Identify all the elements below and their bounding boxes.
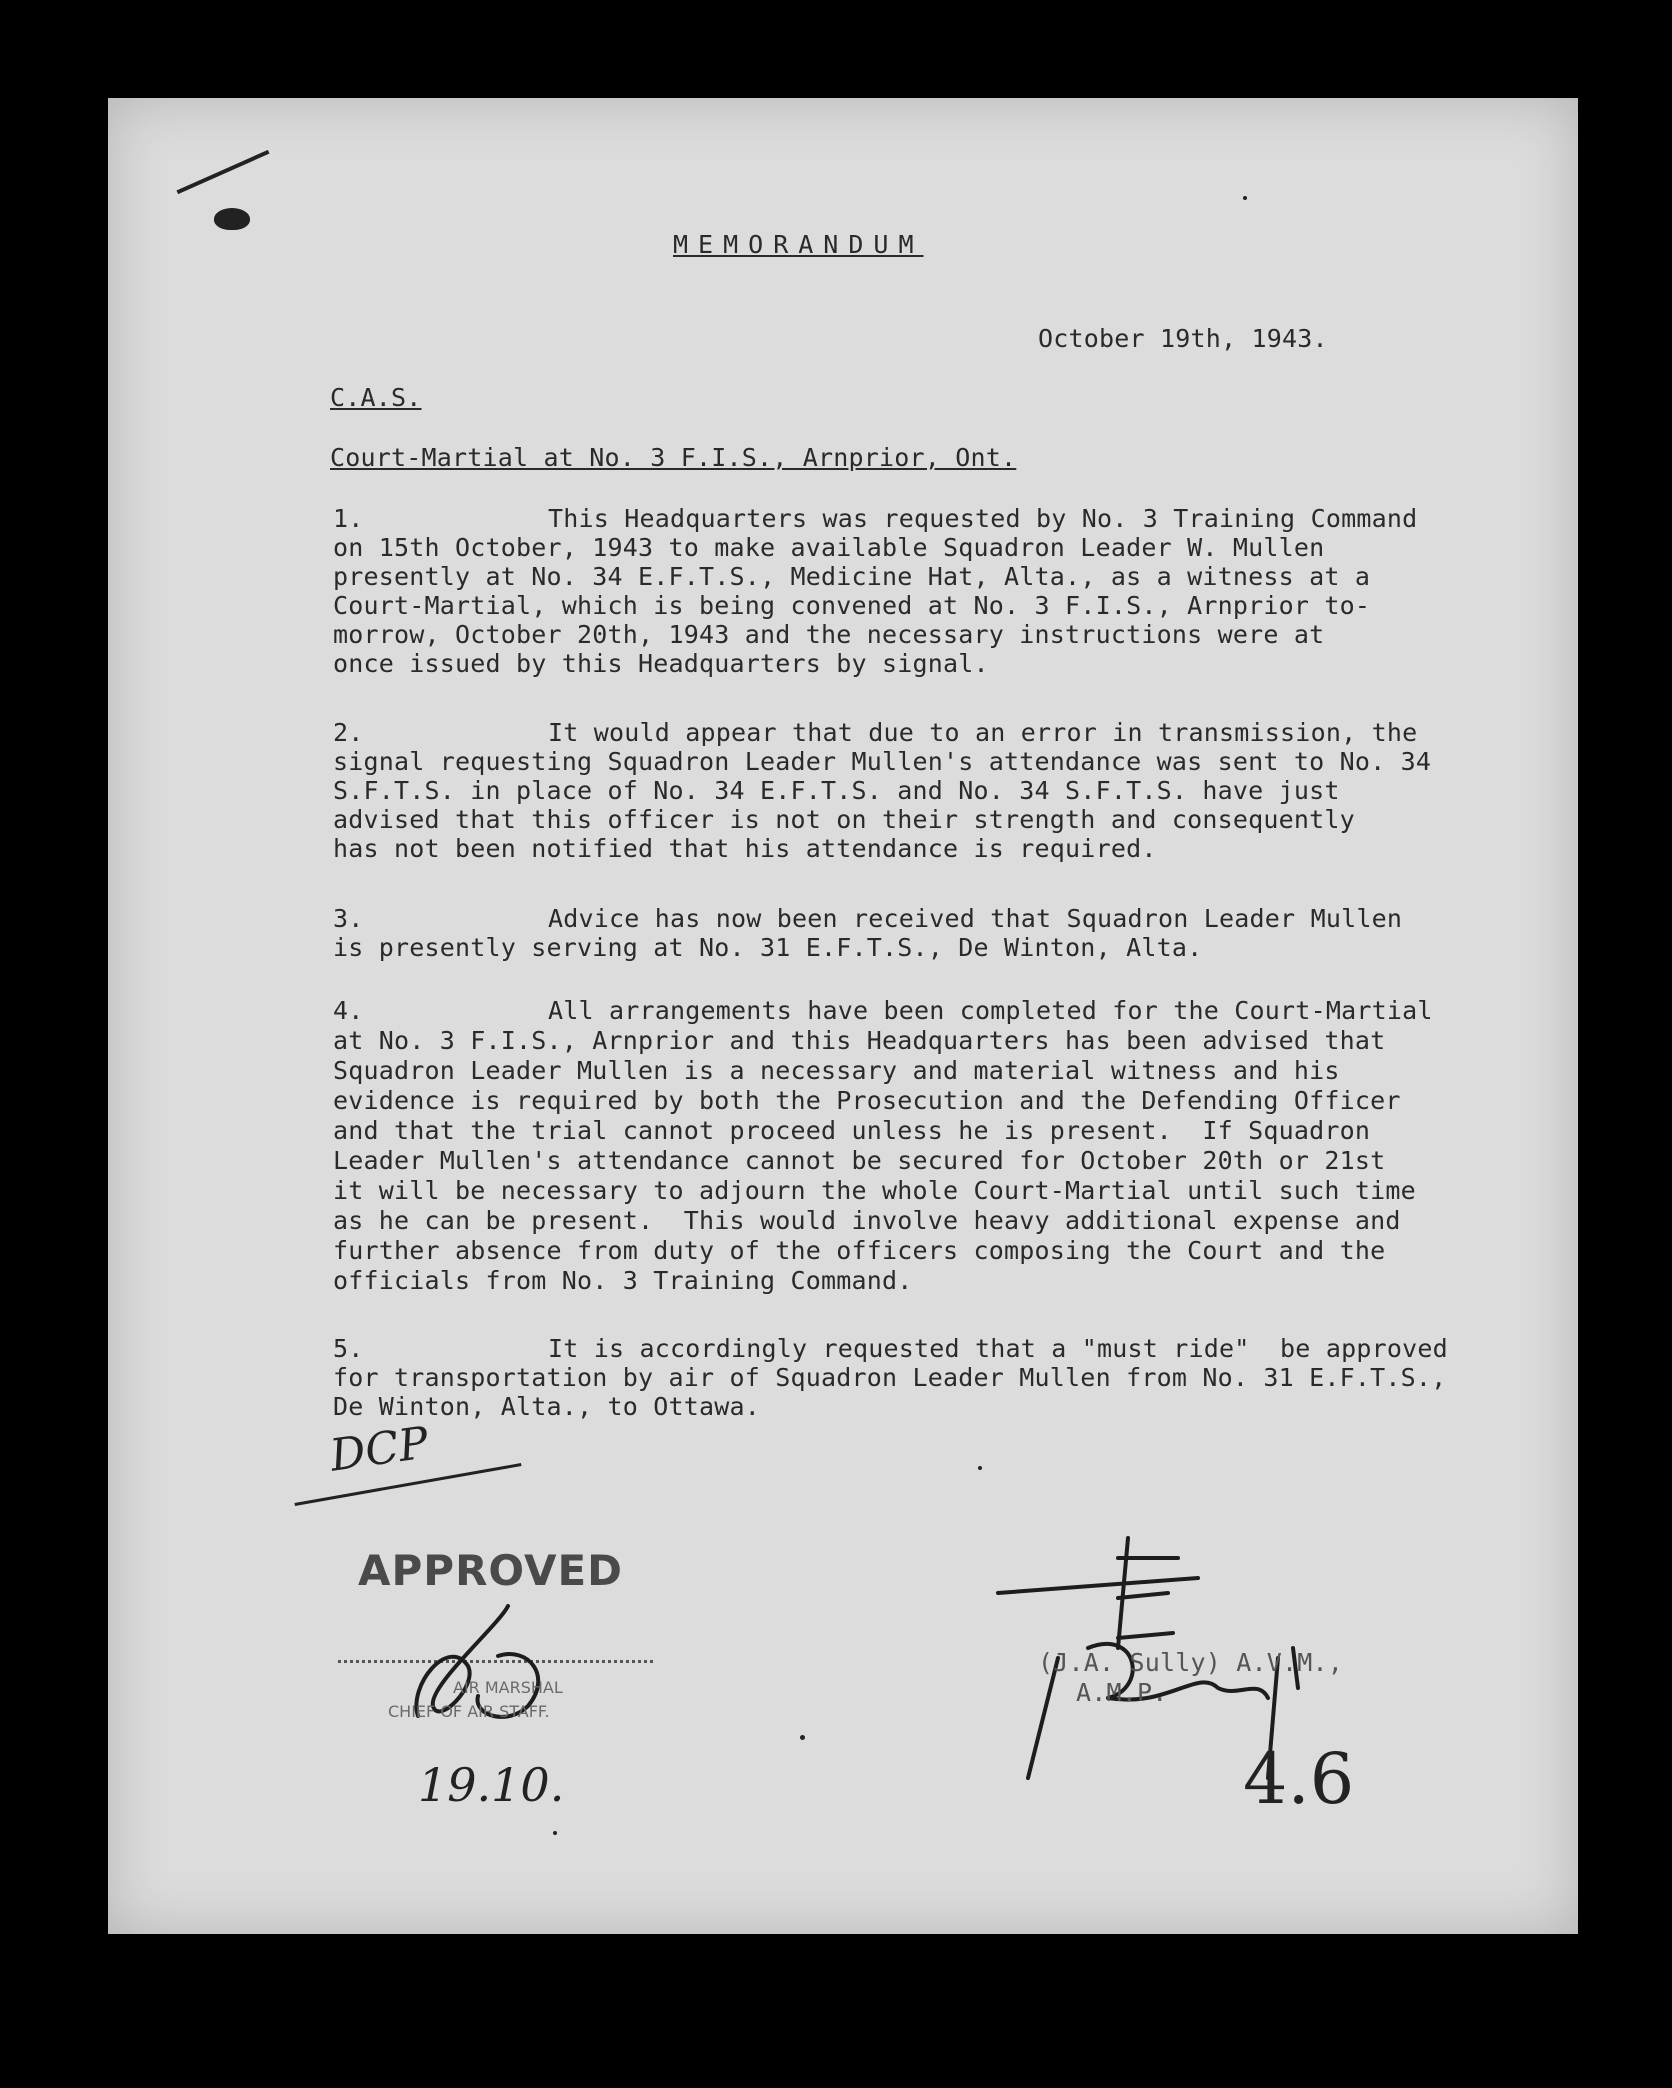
memo-recipient: C.A.S. — [330, 383, 422, 412]
paragraph-line: This Headquarters was requested by No. 3 Training Command — [548, 504, 1418, 533]
paragraph-line: It would appear that due to an error in transmission, the — [548, 718, 1418, 747]
paragraph-line: as he can be present. This would involve heavy additional expense and — [333, 1206, 1401, 1235]
approval-rank: AIR MARSHAL — [453, 1678, 563, 1697]
signatory-role: A.M.P. — [1076, 1678, 1168, 1707]
paragraph-line: signal requesting Squadron Leader Mullen's attendance was sent to No. 34 — [333, 747, 1432, 776]
memo-date: October 19th, 1943. — [1038, 324, 1328, 353]
memo-title: MEMORANDUM — [673, 230, 924, 259]
memo-subject: Court-Martial at No. 3 F.I.S., Arnprior, Ont. — [330, 443, 1017, 472]
corner-ink-blot — [214, 208, 250, 230]
paragraph-line: S.F.T.S. in place of No. 34 E.F.T.S. and No. 34 S.F.T.S. have just — [333, 776, 1340, 805]
paragraph-line: De Winton, Alta., to Ottawa. — [333, 1392, 761, 1421]
approval-title: CHIEF OF AIR STAFF. — [388, 1702, 550, 1721]
approval-date-note: 19.10. — [418, 1758, 565, 1812]
paragraph-line: further absence from duty of the officers composing the Court and the — [333, 1236, 1386, 1265]
paragraph-line: has not been notified that his attendance is required. — [333, 834, 1157, 863]
page-number-note: 4.6 — [1243, 1738, 1355, 1820]
paragraph-line: at No. 3 F.I.S., Arnprior and this Headquarters has been advised that — [333, 1026, 1386, 1055]
paragraph-line: Squadron Leader Mullen is a necessary and material witness and his — [333, 1056, 1340, 1085]
corner-pen-stroke — [177, 150, 270, 194]
paragraph-number: 2. — [333, 718, 364, 747]
paragraph-number: 4. — [333, 996, 364, 1025]
paragraph-number: 5. — [333, 1334, 364, 1363]
paragraph-line: evidence is required by both the Prosecution and the Defending Officer — [333, 1086, 1401, 1115]
paragraph-line: Leader Mullen's attendance cannot be secured for October 20th or 21st — [333, 1146, 1386, 1175]
paragraph-3 — [333, 904, 1533, 964]
memo-page — [108, 98, 1578, 1934]
paragraph-line: It is accordingly requested that a "must ride" be approved — [548, 1334, 1448, 1363]
paragraph-line: officials from No. 3 Training Command. — [333, 1266, 913, 1295]
paragraph-4 — [333, 996, 1573, 1296]
paper-speck — [553, 1831, 557, 1835]
approval-initials: DCP — [326, 1417, 432, 1482]
approved-stamp: APPROVED — [358, 1546, 624, 1595]
paragraph-5 — [333, 1334, 1573, 1434]
paragraph-line: advised that this officer is not on their strength and consequently — [333, 805, 1355, 834]
paper-speck — [1243, 196, 1247, 200]
paragraph-number: 1. — [333, 504, 364, 533]
paragraph-1 — [333, 504, 1533, 694]
paragraph-number: 3. — [333, 904, 364, 933]
paragraph-line: is presently serving at No. 31 E.F.T.S., De Winton, Alta. — [333, 933, 1203, 962]
paragraph-line: and that the trial cannot proceed unless he is present. If Squadron — [333, 1116, 1371, 1145]
paragraph-line: for transportation by air of Squadron Leader Mullen from No. 31 E.F.T.S., — [333, 1363, 1447, 1392]
paragraph-line: Court-Martial, which is being convened at No. 3 F.I.S., Arnprior to- — [333, 591, 1371, 620]
signatory-name: (J.A. Sully) A.V.M., — [1038, 1648, 1344, 1677]
paragraph-line: presently at No. 34 E.F.T.S., Medicine Hat, Alta., as a witness at a — [333, 562, 1371, 591]
paragraph-line: morrow, October 20th, 1943 and the necessary instructions were at — [333, 620, 1325, 649]
paragraph-line: it will be necessary to adjourn the whole Court-Martial until such time — [333, 1176, 1416, 1205]
paragraph-2 — [333, 718, 1533, 878]
paragraph-line: Advice has now been received that Squadron Leader Mullen — [548, 904, 1403, 933]
paper-speck — [800, 1735, 805, 1740]
paper-speck — [978, 1466, 982, 1470]
paragraph-line: once issued by this Headquarters by signal. — [333, 649, 989, 678]
paragraph-line: All arrangements have been completed for the Court-Martial — [548, 996, 1433, 1025]
paragraph-line: on 15th October, 1943 to make available Squadron Leader W. Mullen — [333, 533, 1325, 562]
